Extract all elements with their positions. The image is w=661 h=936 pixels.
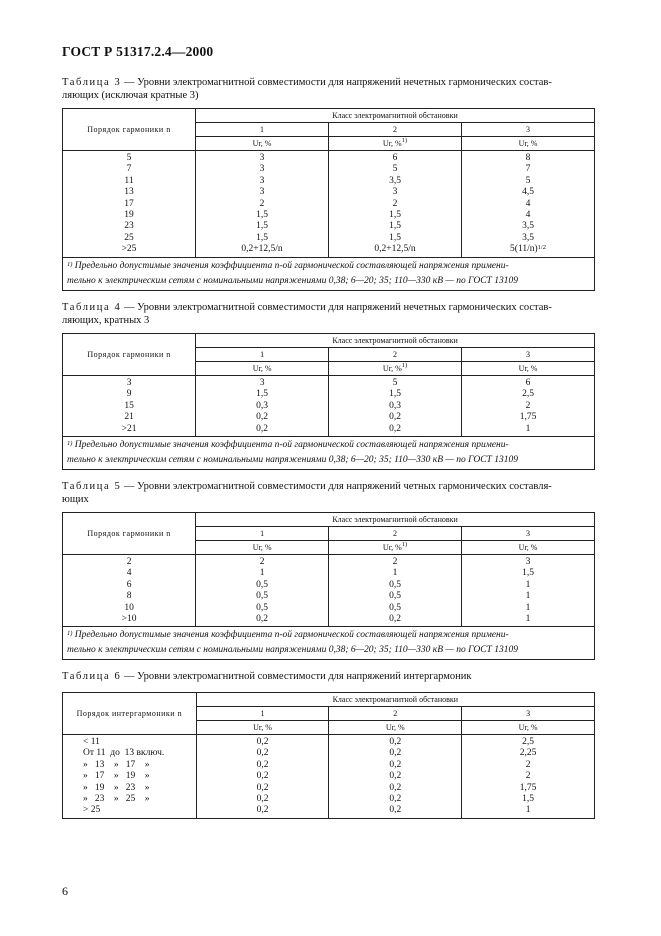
table4-orders-column: [63, 376, 196, 437]
table5-order-header: Порядок гармоники n: [63, 513, 196, 555]
table3: [62, 108, 595, 291]
table-cell-value: 1,5: [256, 389, 269, 400]
table-row-label: 9: [126, 389, 132, 400]
table-cell-value: 1,5: [256, 232, 268, 243]
table-row-label: 11: [124, 175, 134, 186]
table6-class-1: 1: [196, 707, 329, 721]
table-cell-value: 0,2: [256, 614, 269, 625]
table-row-label: » 23 » 25 »: [83, 794, 150, 805]
table3-class-2: 2: [329, 123, 462, 137]
table-row-label: 23: [124, 221, 134, 232]
table6-orders-column: [63, 735, 197, 819]
table-cell-value: 1,75: [519, 782, 537, 793]
table-cell-value: 0,5: [256, 591, 269, 602]
table-cell-value: 0,2: [256, 782, 269, 793]
table-cell-value: 1: [525, 423, 531, 434]
table5-orders-column: [63, 555, 196, 627]
table6-caption-text: — Уровни электромагнитной совместимости для напряжений интергармоник: [121, 671, 472, 682]
table-cell-value: $5(11/n)^{1/2}$: [510, 244, 546, 255]
table3-caption: [62, 76, 594, 102]
table-cell-value: 0,2: [389, 737, 402, 747]
table5-class-2: 2: [329, 527, 462, 541]
table-cell-value: 3: [259, 164, 265, 175]
table-row-label: От 11 до 13 включ.: [83, 748, 165, 759]
table-cell-value: 1,5: [389, 389, 401, 400]
table-cell-value: 1,5: [389, 232, 401, 243]
exponent: 1/2: [537, 244, 546, 252]
table-cell-value: 1,5: [389, 210, 401, 221]
table3-unit-1: Uг, %: [196, 137, 329, 151]
table6-unit-2: Uг, %: [329, 721, 462, 735]
table3-order-header: Порядок гармоники n: [63, 109, 196, 151]
document-header: ГОСТ Р 51317.2.4—2000: [62, 44, 214, 59]
table4-class-3: 3: [462, 348, 595, 362]
table-row-label: 6: [126, 579, 132, 590]
table4-class2-column: [329, 376, 462, 437]
table-row-label: » 19 » 23 »: [83, 782, 150, 793]
table-cell-value: 0,2: [256, 748, 269, 759]
table-cell-value: 1,5: [389, 221, 401, 232]
table4-caption-text: — Уровни электромагнитной совместимости для напряжений нечетных гармонических состав-: [121, 302, 552, 313]
table4-class1-column: [196, 376, 329, 437]
table-row-label: 8: [126, 591, 132, 602]
table-cell-value: 0,2: [256, 423, 269, 434]
table-cell-value: 0,5: [256, 602, 269, 613]
table-cell-value: 6: [392, 153, 398, 163]
table-cell-value: 0,2: [256, 737, 269, 747]
table-row-label: >21: [121, 423, 137, 434]
table6-caption: [62, 670, 594, 683]
table-cell-value: 0,2: [389, 423, 401, 434]
table-row-label: 25: [124, 232, 134, 243]
table-cell-value: 2,5: [522, 389, 534, 400]
table-cell-value: 3: [525, 557, 531, 567]
table-row-label: 13: [124, 187, 134, 198]
table6-class1-column: [196, 735, 329, 819]
table-cell-value: 3: [259, 187, 265, 198]
table-cell-value: 0,2: [389, 412, 401, 423]
table6-unit-3: Uг, %: [462, 721, 595, 735]
table-cell-value: 0,2: [389, 748, 402, 759]
table-cell-value: 5: [525, 175, 531, 186]
table5-unit-1: Uг, %: [196, 541, 329, 555]
table5: [62, 512, 595, 660]
table3-class3-column: [462, 151, 595, 258]
table-row-label: 7: [126, 164, 132, 175]
table-cell-value: 1: [392, 568, 398, 579]
table-row-label: 21: [124, 412, 134, 423]
table5-unit-3: Uг, %: [462, 541, 595, 555]
table3-orders-column: [63, 151, 196, 258]
table-row-label: >10: [121, 614, 137, 625]
table4-caption-line2: ляющих, кратных 3: [62, 315, 150, 326]
table5-caption: [62, 480, 594, 506]
table3-class-header: Класс электромагнитной обстановки: [196, 109, 595, 123]
table4-caption: [62, 301, 594, 327]
table-cell-value: 4: [525, 198, 531, 209]
table-cell-value: 0,5: [389, 602, 401, 613]
table4-unit-2: Uг, %$^{1)}$: [329, 362, 462, 376]
table-cell-value: 1: [525, 602, 531, 613]
table-cell-value: 2: [525, 759, 531, 770]
table-cell-value: 1,5: [522, 794, 535, 805]
table-row-label: » 17 » 19 »: [83, 771, 150, 782]
table-row-label: 4: [126, 568, 132, 579]
table3-caption-line2: ляющих (исключая кратные 3): [62, 90, 199, 101]
table-cell-value: 3: [259, 153, 265, 163]
table-cell-value: 7: [525, 164, 531, 175]
table-cell-value: 3: [392, 187, 398, 198]
table-cell-value: 1,5: [522, 568, 534, 579]
table3-unit-3: Uг, %: [462, 137, 595, 151]
table-cell-value: 0,2: [256, 759, 269, 770]
table-cell-value: 0,5: [389, 591, 401, 602]
table6-class-header: Класс электромагнитной обстановки: [196, 693, 594, 707]
table-cell-value: 0,5: [389, 579, 401, 590]
table3-unit-2: Uг, %$^{1)}$: [329, 137, 462, 151]
table-cell-value: 0,2: [256, 805, 269, 816]
table-cell-value: 0,3: [389, 400, 401, 411]
table-cell-value: 8: [525, 153, 531, 163]
table5-class1-column: [196, 555, 329, 627]
table-cell-value: 3,5: [389, 175, 401, 186]
table4-order-header: Порядок гармоники n: [63, 334, 196, 376]
table-cell-value: 2: [392, 198, 398, 209]
table3-class1-column: [196, 151, 329, 258]
table-cell-value: 0,5: [256, 579, 269, 590]
table-cell-value: 0,2: [389, 805, 402, 816]
table4-class3-column: [462, 376, 595, 437]
table-cell-value: 2: [259, 557, 265, 567]
table-cell-value: 0,2+12,5/n: [374, 244, 416, 255]
table6-class-2: 2: [329, 707, 462, 721]
table-row-label: 19: [124, 210, 134, 221]
table-cell-value: 2: [525, 771, 531, 782]
table-cell-value: 0,2+12,5/n: [241, 244, 283, 255]
table5-class2-column: [329, 555, 462, 627]
table-row-label: < 11: [83, 737, 100, 747]
table-cell-value: 1: [525, 579, 531, 590]
table5-caption-text: — Уровни электромагнитной совместимости для напряжений четных гармонических составля-: [121, 481, 552, 492]
table3-caption-text: — Уровни электромагнитной совместимости для напряжений нечетных гармонических состав-: [121, 77, 552, 88]
table5-caption-line2: ющих: [62, 494, 89, 505]
table6-caption-prefix: Таблица 6: [62, 671, 122, 682]
table-cell-value: 0,2: [389, 782, 402, 793]
table6-class2-column: [329, 735, 462, 819]
table4-footnote: $^{1)}$ Предельно допустимые значения коэффициента n-ой гармонической составляющей напряжения примени- тельно к электрическим сетям с номинальными напряжениями 0,38; 6—20; 35; 110—330 кВ — по ГОСТ 13109: [63, 437, 595, 470]
table-cell-value: 0,3: [256, 400, 269, 411]
table-cell-value: 1: [259, 568, 265, 579]
table-row-label: > 25: [83, 805, 101, 816]
table-cell-value: 5: [392, 378, 398, 388]
table-cell-value: 0,2: [389, 759, 402, 770]
table-cell-value: 2: [259, 198, 265, 209]
table5-class-1: 1: [196, 527, 329, 541]
table-row-label: 10: [124, 602, 134, 613]
table4-class-2: 2: [329, 348, 462, 362]
table-cell-value: 0,2: [389, 794, 402, 805]
table5-unit-2: Uг, %$^{1)}$: [329, 541, 462, 555]
table-cell-value: 0,2: [256, 412, 269, 423]
table-cell-value: 1,5: [256, 221, 268, 232]
table3-caption-prefix: Таблица 3: [62, 77, 122, 88]
table5-class3-column: [462, 555, 595, 627]
table-cell-value: 3: [259, 175, 265, 186]
table-cell-value: 1: [525, 614, 531, 625]
table-cell-value: 5: [392, 164, 398, 175]
table-row-label: 15: [124, 400, 134, 411]
table5-footnote: $^{1)}$ Предельно допустимые значения коэффициента n-ой гармонической составляющей напряжения примени- тельно к электрическим сетям с номинальными напряжениями 0,38; 6—20; 35; 110—330 кВ — по ГОСТ 13109: [63, 627, 595, 660]
table3-footnote: $^{1)}$ Предельно допустимые значения коэффициента n-ой гармонической составляющей напряжения примени- тельно к электрическим сетям с номинальными напряжениями 0,38; 6—20; 35; 110—330 кВ — по ГОСТ 13109: [63, 257, 595, 290]
table-row-label: >25: [121, 244, 137, 255]
table-cell-value: 6: [525, 378, 531, 388]
table4-unit-1: Uг, %: [196, 362, 329, 376]
table-cell-value: 2,5: [522, 737, 535, 747]
table6-order-header: Порядок интергармоники n: [63, 693, 197, 735]
table-cell-value: 2,25: [519, 748, 537, 759]
table-row-label: » 13 » 17 »: [83, 759, 150, 770]
table-cell-value: 0,2: [256, 794, 269, 805]
table4-class-header: Класс электромагнитной обстановки: [196, 334, 595, 348]
table4-caption-prefix: Таблица 4: [62, 302, 122, 313]
table4: [62, 333, 595, 470]
table-cell-value: 3,5: [522, 221, 534, 232]
table-cell-value: 2: [525, 400, 531, 411]
table-row-label: 2: [126, 557, 132, 567]
table-cell-value: 1,75: [519, 412, 537, 423]
table-cell-value: 1: [525, 805, 531, 816]
table6-class-3: 3: [462, 707, 595, 721]
table-cell-value: 1: [525, 591, 531, 602]
table3-class-1: 1: [196, 123, 329, 137]
table-cell-value: 0,2: [389, 771, 402, 782]
table3-class-3: 3: [462, 123, 595, 137]
table-cell-value: 4: [525, 210, 531, 221]
table-cell-value: 4,5: [522, 187, 534, 198]
table6: [62, 692, 595, 819]
table-row-label: 17: [124, 198, 134, 209]
table5-class-3: 3: [462, 527, 595, 541]
table3-class2-column: [329, 151, 462, 258]
page-number: 6: [62, 884, 68, 898]
table-cell-value: 0,2: [389, 614, 401, 625]
table-cell-value: 2: [392, 557, 398, 567]
table-cell-value: 1,5: [256, 210, 268, 221]
table4-class-1: 1: [196, 348, 329, 362]
table-cell-value: 0,2: [256, 771, 269, 782]
table5-caption-prefix: Таблица 5: [62, 481, 122, 492]
table6-class3-column: [462, 735, 595, 819]
table4-unit-3: Uг, %: [462, 362, 595, 376]
table6-unit-1: Uг, %: [196, 721, 329, 735]
table-row-label: 3: [126, 378, 132, 388]
table-row-label: 5: [126, 153, 132, 163]
table-cell-value: 3,5: [522, 232, 534, 243]
table-cell-value: 3: [259, 378, 265, 388]
table5-class-header: Класс электромагнитной обстановки: [196, 513, 595, 527]
